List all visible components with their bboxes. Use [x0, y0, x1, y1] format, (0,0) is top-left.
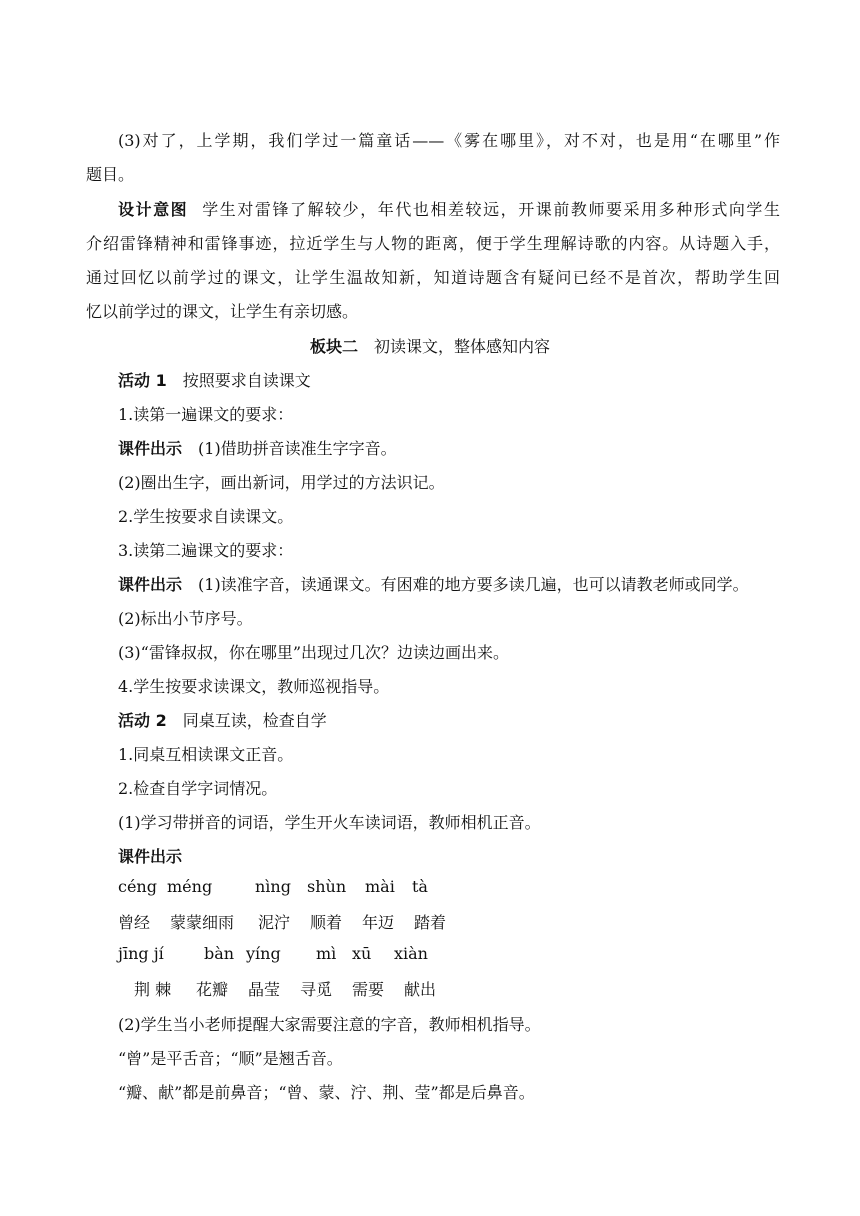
activity2-sub1: (1)学习带拼音的词语，学生开火车读词语，教师相机正音。: [118, 813, 541, 832]
pinyin: shùn: [307, 877, 347, 896]
show-item5: (3)“雷锋叔叔，你在哪里”出现过几次？边读边画出来。: [118, 643, 510, 662]
design-line2: 介绍雷锋精神和雷锋事迹，拉近学生与人物的距离，便于学生理解诗歌的内容。从诗题入手，: [86, 234, 780, 253]
show-item3: (1)读准字音，读通课文。有困难的地方要多读几遍，也可以请教老师或同学。: [198, 575, 749, 594]
pinyin: xiàn: [394, 944, 428, 963]
show-label: 课件出示: [118, 439, 183, 458]
section-heading: [0, 334, 860, 357]
pinyin: céng: [118, 877, 157, 896]
word: 需要: [352, 980, 385, 999]
activity1-show-line1: [118, 436, 397, 459]
design-line1: [86, 197, 780, 220]
section-label: 板块二: [309, 337, 358, 356]
activity2-sub2: (2)学生当小老师提醒大家需要注意的字音，教师相机指导。: [118, 1015, 541, 1034]
design-line4: 忆以前学过的课文，让学生有亲切感。: [86, 302, 359, 321]
activity1-title: 按照要求自读课文: [182, 371, 311, 390]
word: 晶莹: [248, 980, 281, 999]
word: 蒙蒙细雨: [170, 913, 235, 932]
show-label: 课件出示: [118, 847, 183, 866]
word: 献出: [404, 980, 437, 999]
activity1-label: 活动 1: [118, 371, 167, 390]
design-label: 设计意图: [118, 200, 189, 219]
activity2-step2: 2.检查自学字词情况。: [118, 779, 278, 798]
activity2-heading: [118, 708, 327, 731]
show-label: 课件出示: [118, 575, 183, 594]
pinyin: nìng: [255, 877, 291, 896]
pinyin: mài: [365, 877, 395, 896]
pinyin: jīng jí: [118, 944, 164, 963]
word: 泥泞: [258, 913, 291, 932]
word: 荆 棘: [134, 980, 172, 999]
pinyin: xū: [352, 944, 372, 963]
word: 曾经: [118, 913, 151, 932]
activity2-label: 活动 2: [118, 711, 167, 730]
show-item1: (1)借助拼音读准生字字音。: [198, 439, 397, 458]
word: 寻觅: [300, 980, 333, 999]
section-title: 初读课文，整体感知内容: [374, 337, 551, 356]
pinyin: méng: [167, 877, 213, 896]
activity1-heading: [118, 368, 311, 391]
activity2-step1: 1.同桌互相读课文正音。: [118, 745, 294, 764]
word: 踏着: [414, 913, 447, 932]
activity1-show-line2: [118, 572, 749, 595]
pinyin: bàn: [204, 944, 235, 963]
show-item2: (2)圈出生字，画出新词，用学过的方法识记。: [118, 473, 445, 492]
word: 顺着: [310, 913, 343, 932]
paragraph-line: [86, 128, 780, 151]
word: 年迈: [362, 913, 395, 932]
show-item4: (2)标出小节序号。: [118, 609, 253, 628]
note2: “瓣、献”都是前鼻音；“曾、蒙、泞、荆、莹”都是后鼻音。: [118, 1083, 535, 1102]
activity1-step2: 2.学生按要求自读课文。: [118, 507, 294, 526]
activity1-step4: 4.学生按要求读课文，教师巡视指导。: [118, 677, 390, 696]
word: 花瓣: [196, 980, 229, 999]
activity1-req3: 3.读第二遍课文的要求：: [118, 541, 294, 560]
note1: “曾”是平舌音；“顺”是翘舌音。: [118, 1049, 343, 1068]
activity2-title: 同桌互读，检查自学: [182, 711, 327, 730]
design-line3: 通过回忆以前学过的课文，让学生温故知新，知道诗题含有疑问已经不是首次，帮助学生回: [86, 268, 780, 287]
design-text1: 学生对雷锋了解较少，年代也相差较远，开课前教师要采用多种形式向学生: [202, 200, 780, 219]
para1-line1: (3)对了，上学期，我们学过一篇童话——《雾在哪里》，对不对，也是用“在哪里”作: [118, 131, 780, 150]
pinyin: tà: [412, 877, 428, 896]
pinyin: yíng: [246, 944, 281, 963]
para1-line2: 题目。: [86, 165, 135, 184]
activity1-req1: 1.读第一遍课文的要求：: [118, 405, 294, 424]
pinyin: mì: [316, 944, 337, 963]
